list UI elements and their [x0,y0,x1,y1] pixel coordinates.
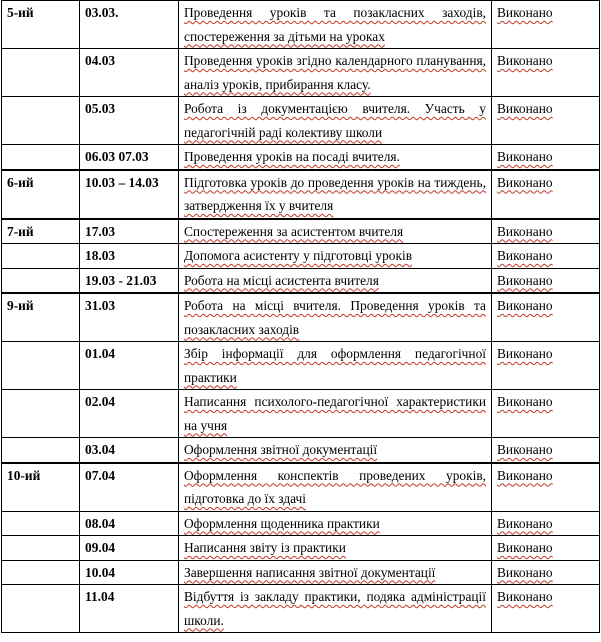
week-cell: 10-ий [2,463,80,512]
status-cell: Виконано [492,390,600,438]
task-cell: Відбуття із закладу практики, подяка адміністрації школи. [179,585,492,633]
week-cell: 5-ий [2,1,80,49]
task-cell: Проведення уроків на посаді вчителя. [179,145,492,170]
week-cell: 6-ий [2,170,80,219]
date-cell: 18.03 [80,244,179,269]
date-cell: 17.03 [80,219,179,244]
date-cell: 02.04 [80,390,179,438]
table-row [2,438,600,463]
table-row [2,293,600,342]
table-row [2,97,600,145]
task-cell: Завершення написання звітної документації [179,560,492,585]
status-cell: Виконано [492,293,600,342]
status-cell: Виконано [492,342,600,390]
task-cell: Написання звіту із практики [179,536,492,561]
week-cell [2,244,80,269]
date-cell: 19.03 - 21.03 [80,268,179,293]
table-row [2,536,600,561]
date-cell: 10.03 – 14.03 [80,170,179,219]
table-row [2,219,600,244]
practice-schedule-table [1,0,600,633]
week-cell [2,97,80,145]
task-cell: Робота на місці вчителя. Проведення уроків та позакласних заходів [179,293,492,342]
status-cell: Виконано [492,560,600,585]
week-cell [2,49,80,97]
week-cell [2,342,80,390]
status-cell: Виконано [492,585,600,633]
task-cell: Оформлення щоденника практики [179,511,492,536]
status-cell: Виконано [492,268,600,293]
week-cell [2,268,80,293]
date-cell: 11.04 [80,585,179,633]
task-cell: Підготовка уроків до проведення уроків на тиждень, затвердження їх у вчителя [179,170,492,219]
week-cell [2,560,80,585]
week-cell [2,511,80,536]
date-cell: 01.04 [80,342,179,390]
status-cell: Виконано [492,463,600,512]
status-cell: Виконано [492,244,600,269]
table-row [2,390,600,438]
table-row [2,511,600,536]
task-cell: Спостереження за асистентом вчителя [179,219,492,244]
task-cell: Робота на місці асистента вчителя [179,268,492,293]
table-row [2,268,600,293]
table-row [2,145,600,170]
status-cell: Виконано [492,1,600,49]
status-cell: Виконано [492,536,600,561]
table-row [2,1,600,49]
week-cell [2,536,80,561]
task-cell: Оформлення конспектів проведених уроків, підготовка до їх здачі [179,463,492,512]
date-cell: 05.03 [80,97,179,145]
task-cell: Оформлення звітної документації [179,438,492,463]
table-row [2,560,600,585]
task-cell: Написання психолого-педагогічної характеристики на учня [179,390,492,438]
task-cell: Проведення уроків згідно календарного планування, аналіз уроків, прибирання класу. [179,49,492,97]
table-row [2,342,600,390]
date-cell: 10.04 [80,560,179,585]
date-cell: 04.03 [80,49,179,97]
table-row [2,463,600,512]
status-cell: Виконано [492,97,600,145]
date-cell: 07.04 [80,463,179,512]
week-cell [2,438,80,463]
week-cell [2,390,80,438]
status-cell: Виконано [492,145,600,170]
table-row [2,585,600,633]
date-cell: 06.03 07.03 [80,145,179,170]
table-row [2,170,600,219]
status-cell: Виконано [492,49,600,97]
table-row [2,49,600,97]
week-cell [2,145,80,170]
task-cell: Проведення уроків та позакласних заходів, спостереження за дітьми на уроках [179,1,492,49]
task-cell: Допомога асистенту у підготовці уроків [179,244,492,269]
date-cell: 03.04 [80,438,179,463]
task-cell: Робота із документацією вчителя. Участь у педагогічній раді колективу школи [179,97,492,145]
task-cell: Збір інформації для оформлення педагогічної практики [179,342,492,390]
date-cell: 03.03. [80,1,179,49]
date-cell: 09.04 [80,536,179,561]
week-cell: 7-ий [2,219,80,244]
status-cell: Виконано [492,511,600,536]
week-cell: 9-ий [2,293,80,342]
date-cell: 08.04 [80,511,179,536]
status-cell: Виконано [492,170,600,219]
status-cell: Виконано [492,438,600,463]
status-cell: Виконано [492,219,600,244]
table-row [2,244,600,269]
date-cell: 31.03 [80,293,179,342]
week-cell [2,585,80,633]
